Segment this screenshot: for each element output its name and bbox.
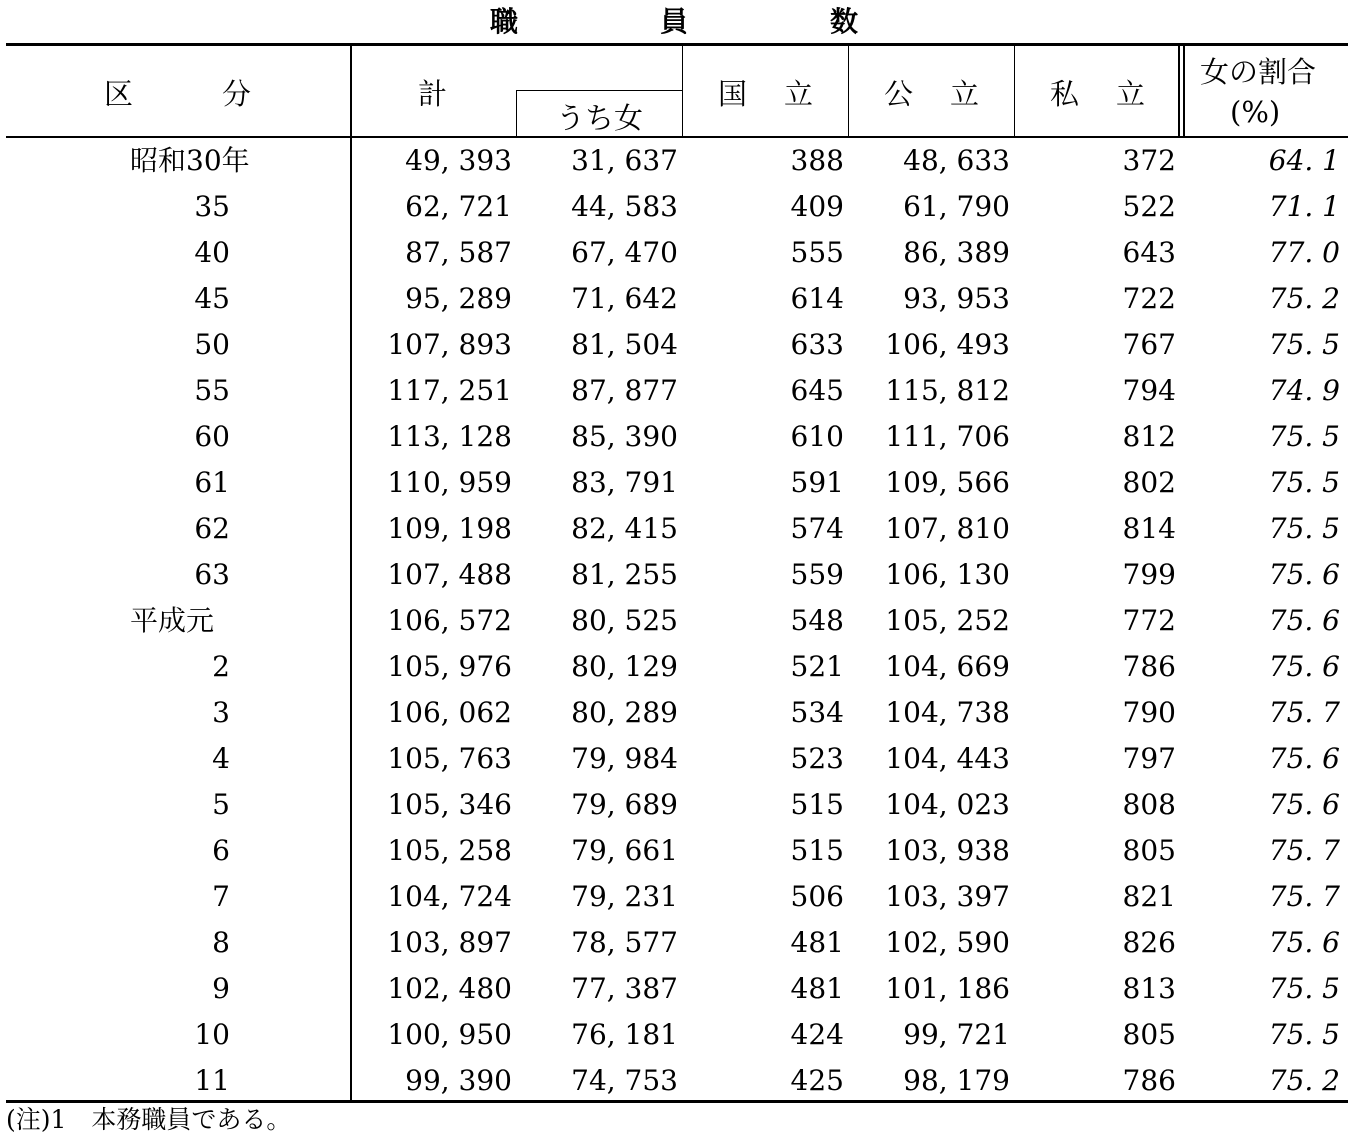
cell-private: 372 xyxy=(1122,144,1176,177)
cell-public: 104, 023 xyxy=(885,788,1010,821)
cell-public: 111, 706 xyxy=(885,420,1010,453)
cell-female: 79, 984 xyxy=(571,742,678,775)
cell-public: 93, 953 xyxy=(903,282,1010,315)
header-kei: 計 xyxy=(418,77,448,111)
row-label: 35 xyxy=(194,190,230,223)
cell-female: 78, 577 xyxy=(571,926,678,959)
cell-female: 67, 470 xyxy=(571,236,678,269)
cell-total: 113, 128 xyxy=(387,420,512,453)
cell-national: 506 xyxy=(790,880,844,913)
header-shiritsu-1: 私 xyxy=(1050,77,1080,111)
row-label: 5 xyxy=(212,788,230,821)
header-kubun-1: 区 xyxy=(104,77,134,111)
cell-ratio: 75. 6 xyxy=(1268,650,1340,683)
cell-ratio: 64. 1 xyxy=(1268,144,1340,177)
cell-national: 555 xyxy=(790,236,844,269)
cell-public: 107, 810 xyxy=(885,512,1010,545)
title-char-1: 職 xyxy=(490,5,519,38)
cell-total: 107, 488 xyxy=(387,558,512,591)
row-label: 61 xyxy=(194,466,230,499)
cell-ratio: 75. 6 xyxy=(1268,558,1340,591)
row-label: 9 xyxy=(212,972,230,1005)
cell-ratio: 75. 5 xyxy=(1268,328,1340,361)
header-shiritsu-2: 立 xyxy=(1116,77,1146,111)
cell-total: 109, 198 xyxy=(387,512,512,545)
cell-national: 548 xyxy=(790,604,844,637)
cell-total: 117, 251 xyxy=(387,374,512,407)
cell-ratio: 74. 9 xyxy=(1268,374,1340,407)
cell-national: 645 xyxy=(790,374,844,407)
cell-ratio: 75. 6 xyxy=(1268,604,1340,637)
cell-public: 102, 590 xyxy=(885,926,1010,959)
row-label: 45 xyxy=(194,282,230,315)
cell-total: 103, 897 xyxy=(387,926,512,959)
cell-private: 814 xyxy=(1122,512,1176,545)
cell-ratio: 75. 5 xyxy=(1268,512,1340,545)
cell-female: 81, 504 xyxy=(571,328,678,361)
cell-national: 409 xyxy=(790,190,844,223)
cell-ratio: 75. 6 xyxy=(1268,926,1340,959)
divider-kouritsu-shiritsu xyxy=(1014,44,1015,137)
table-title xyxy=(0,0,1352,44)
cell-ratio: 75. 7 xyxy=(1268,834,1340,867)
cell-private: 802 xyxy=(1122,466,1176,499)
cell-female: 79, 689 xyxy=(571,788,678,821)
cell-ratio: 75. 5 xyxy=(1268,1018,1340,1051)
top-rule xyxy=(6,43,1348,46)
divider-kokuritsu-kouritsu xyxy=(848,44,849,137)
row-label: 7 xyxy=(212,880,230,913)
cell-public: 106, 493 xyxy=(885,328,1010,361)
double-divider-b xyxy=(1183,44,1185,137)
cell-total: 105, 763 xyxy=(387,742,512,775)
cell-public: 106, 130 xyxy=(885,558,1010,591)
cell-national: 515 xyxy=(790,834,844,867)
cell-total: 104, 724 xyxy=(387,880,512,913)
cell-ratio: 75. 7 xyxy=(1268,696,1340,729)
cell-total: 106, 062 xyxy=(387,696,512,729)
cell-public: 86, 389 xyxy=(903,236,1010,269)
row-label: 3 xyxy=(212,696,230,729)
cell-public: 105, 252 xyxy=(885,604,1010,637)
uchi-onna-top xyxy=(516,90,683,91)
cell-national: 521 xyxy=(790,650,844,683)
cell-female: 87, 877 xyxy=(571,374,678,407)
cell-private: 722 xyxy=(1122,282,1176,315)
cell-private: 799 xyxy=(1122,558,1176,591)
row-label: 8 xyxy=(212,926,230,959)
row-label: 60 xyxy=(194,420,230,453)
cell-private: 805 xyxy=(1122,1018,1176,1051)
header-kokuritsu-2: 立 xyxy=(784,77,814,111)
cell-female: 44, 583 xyxy=(571,190,678,223)
cell-public: 99, 721 xyxy=(903,1018,1010,1051)
cell-female: 81, 255 xyxy=(571,558,678,591)
cell-private: 821 xyxy=(1122,880,1176,913)
cell-private: 812 xyxy=(1122,420,1176,453)
cell-ratio: 75. 6 xyxy=(1268,742,1340,775)
header-onna-wariai: 女の割合 xyxy=(1200,55,1317,89)
row-label: 6 xyxy=(212,834,230,867)
cell-total: 87, 587 xyxy=(405,236,512,269)
cell-ratio: 77. 0 xyxy=(1268,236,1340,269)
cell-total: 107, 893 xyxy=(387,328,512,361)
cell-private: 786 xyxy=(1122,650,1176,683)
cell-total: 100, 950 xyxy=(387,1018,512,1051)
cell-ratio: 75. 6 xyxy=(1268,788,1340,821)
cell-female: 74, 753 xyxy=(571,1064,678,1097)
cell-private: 786 xyxy=(1122,1064,1176,1097)
cell-female: 80, 525 xyxy=(571,604,678,637)
cell-female: 79, 231 xyxy=(571,880,678,913)
cell-public: 98, 179 xyxy=(903,1064,1010,1097)
cell-national: 534 xyxy=(790,696,844,729)
cell-public: 103, 397 xyxy=(885,880,1010,913)
cell-national: 388 xyxy=(790,144,844,177)
cell-ratio: 71. 1 xyxy=(1268,190,1340,223)
cell-ratio: 75. 5 xyxy=(1268,466,1340,499)
cell-national: 481 xyxy=(790,972,844,1005)
row-label: 平成元 xyxy=(130,604,215,637)
cell-public: 101, 186 xyxy=(885,972,1010,1005)
title-char-2: 員 xyxy=(660,5,689,38)
header-kouritsu-2: 立 xyxy=(950,77,980,111)
row-label: 63 xyxy=(194,558,230,591)
cell-national: 610 xyxy=(790,420,844,453)
cell-national: 633 xyxy=(790,328,844,361)
row-label: 4 xyxy=(212,742,230,775)
cell-female: 80, 289 xyxy=(571,696,678,729)
cell-female: 76, 181 xyxy=(571,1018,678,1051)
cell-national: 425 xyxy=(790,1064,844,1097)
cell-public: 115, 812 xyxy=(885,374,1010,407)
cell-private: 797 xyxy=(1122,742,1176,775)
cell-total: 110, 959 xyxy=(387,466,512,499)
cell-public: 104, 669 xyxy=(885,650,1010,683)
row-label: 55 xyxy=(194,374,230,407)
cell-female: 82, 415 xyxy=(571,512,678,545)
cell-total: 49, 393 xyxy=(405,144,512,177)
cell-national: 523 xyxy=(790,742,844,775)
cell-ratio: 75. 2 xyxy=(1268,282,1340,315)
cell-private: 826 xyxy=(1122,926,1176,959)
cell-ratio: 75. 5 xyxy=(1268,420,1340,453)
cell-female: 80, 129 xyxy=(571,650,678,683)
cell-private: 772 xyxy=(1122,604,1176,637)
footnote: (注)1 本務職員である。 xyxy=(6,1105,292,1134)
row-label: 2 xyxy=(212,650,230,683)
cell-female: 85, 390 xyxy=(571,420,678,453)
cell-public: 109, 566 xyxy=(885,466,1010,499)
cell-national: 481 xyxy=(790,926,844,959)
cell-public: 48, 633 xyxy=(903,144,1010,177)
cell-total: 105, 976 xyxy=(387,650,512,683)
uchi-onna-left xyxy=(516,90,517,137)
cell-national: 574 xyxy=(790,512,844,545)
cell-private: 805 xyxy=(1122,834,1176,867)
cell-ratio: 75. 2 xyxy=(1268,1064,1340,1097)
cell-total: 95, 289 xyxy=(405,282,512,315)
cell-national: 591 xyxy=(790,466,844,499)
cell-total: 99, 390 xyxy=(405,1064,512,1097)
cell-private: 808 xyxy=(1122,788,1176,821)
cell-private: 643 xyxy=(1122,236,1176,269)
row-label: 昭和30年 xyxy=(130,144,250,177)
cell-private: 813 xyxy=(1122,972,1176,1005)
cell-ratio: 75. 5 xyxy=(1268,972,1340,1005)
cell-national: 424 xyxy=(790,1018,844,1051)
cell-ratio: 75. 7 xyxy=(1268,880,1340,913)
cell-total: 105, 346 xyxy=(387,788,512,821)
cell-private: 522 xyxy=(1122,190,1176,223)
row-label: 10 xyxy=(194,1018,230,1051)
double-divider-a xyxy=(1178,44,1180,137)
row-label: 40 xyxy=(194,236,230,269)
cell-female: 77, 387 xyxy=(571,972,678,1005)
header-kokuritsu-1: 国 xyxy=(718,77,748,111)
cell-public: 103, 938 xyxy=(885,834,1010,867)
header-percent: (%) xyxy=(1230,95,1281,129)
cell-total: 105, 258 xyxy=(387,834,512,867)
cell-female: 83, 791 xyxy=(571,466,678,499)
header-kouritsu-1: 公 xyxy=(884,77,914,111)
cell-national: 515 xyxy=(790,788,844,821)
cell-public: 61, 790 xyxy=(903,190,1010,223)
title-char-3: 数 xyxy=(830,5,859,38)
cell-female: 71, 642 xyxy=(571,282,678,315)
cell-national: 614 xyxy=(790,282,844,315)
cell-national: 559 xyxy=(790,558,844,591)
cell-private: 790 xyxy=(1122,696,1176,729)
row-label: 50 xyxy=(194,328,230,361)
row-label: 62 xyxy=(194,512,230,545)
cell-female: 79, 661 xyxy=(571,834,678,867)
cell-public: 104, 443 xyxy=(885,742,1010,775)
cell-total: 106, 572 xyxy=(387,604,512,637)
row-label: 11 xyxy=(194,1064,230,1097)
cell-total: 62, 721 xyxy=(405,190,512,223)
header-uchi-onna: うち女 xyxy=(556,101,644,135)
cell-private: 767 xyxy=(1122,328,1176,361)
cell-total: 102, 480 xyxy=(387,972,512,1005)
cell-female: 31, 637 xyxy=(571,144,678,177)
header-kubun-2: 分 xyxy=(222,77,252,111)
cell-private: 794 xyxy=(1122,374,1176,407)
cell-public: 104, 738 xyxy=(885,696,1010,729)
